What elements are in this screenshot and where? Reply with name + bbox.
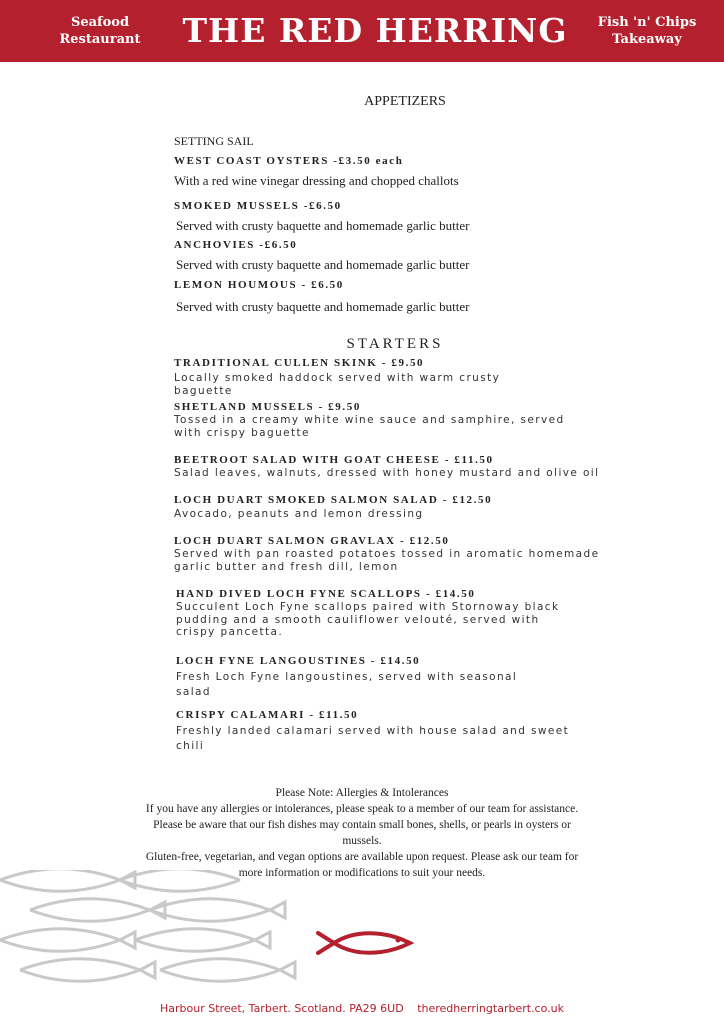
header-right-line2: Takeaway xyxy=(612,32,682,47)
header-left-line2: Restaurant xyxy=(59,32,141,47)
appetizer-name: LEMON HOUMOUS - £6.50 xyxy=(174,279,344,291)
appetizer-desc: Served with crusty baquette and homemade garlic butter xyxy=(176,218,470,233)
starter-name: LOCH FYNE LANGOUSTINES - £14.50 xyxy=(176,655,421,667)
starter-desc: Freshly landed calamari served with house salad and sweet chili xyxy=(176,725,570,752)
starter-desc: Salad leaves, walnuts, dressed with honey mustard and olive oil xyxy=(174,467,600,479)
footer-address: Harbour Street, Tarbert. Scotland. PA29 6UD xyxy=(160,1002,404,1015)
starter-name: HAND DIVED LOCH FYNE SCALLOPS - £14.50 xyxy=(176,588,476,600)
starter-desc: Served with pan roasted potatoes tossed in aromatic homemade garlic butter and fresh dill, lemon xyxy=(174,548,600,573)
starter-name: LOCH DUART SMOKED SALMON SALAD - £12.50 xyxy=(174,494,493,506)
appetizer-desc: With a red wine vinegar dressing and chopped challots xyxy=(174,173,459,188)
starter-name: BEETROOT SALAD WITH GOAT CHEESE - £11.50 xyxy=(174,454,494,466)
starter-desc: Tossed in a creamy white wine sauce and samphire, served with crispy baguette xyxy=(174,414,565,439)
restaurant-title: THE RED HERRING xyxy=(182,11,568,50)
header-left-line1: Seafood xyxy=(70,15,130,30)
starter-name: TRADITIONAL CULLEN SKINK - £9.50 xyxy=(174,357,425,369)
footer-website[interactable]: theredherringtarbert.co.uk xyxy=(417,1002,564,1015)
header-right-tagline xyxy=(582,14,712,48)
appetizer-name: WEST COAST OYSTERS -£3.50 each xyxy=(174,155,404,167)
starter-name: LOCH DUART SALMON GRAVLAX - £12.50 xyxy=(174,535,450,547)
header-right-line1: Fish 'n' Chips xyxy=(597,15,697,30)
allergy-note: Please Note: Allergies & Intolerances If you have any allergies or intolerances, please speak to a member of our team for assistance. Please be aware that our fish dishes may contain small bones, shells, or pearls in oysters or mussels. Gluten-free, vegetarian, and vegan options are available upon request. Please ask our team for more information or modifications to suit your needs. xyxy=(112,785,612,881)
footer xyxy=(0,1002,724,1015)
appetizer-name: ANCHOVIES -£6.50 xyxy=(174,239,298,251)
fish-logo-icon xyxy=(314,928,416,958)
header-banner xyxy=(0,0,724,62)
header-left-tagline xyxy=(45,14,155,48)
appetizer-desc: Served with crusty baquette and homemade garlic butter xyxy=(176,257,470,272)
appetizer-name: SMOKED MUSSELS -£6.50 xyxy=(174,200,342,212)
starter-desc: Succulent Loch Fyne scallops paired with Stornoway black pudding and a smooth cauliflower velouté, served with crispy pancetta. xyxy=(176,601,560,638)
starter-name: CRISPY CALAMARI - £11.50 xyxy=(176,709,359,721)
starters-heading: STARTERS xyxy=(346,336,444,352)
starter-name: SHETLAND MUSSELS - £9.50 xyxy=(174,401,361,413)
starter-desc: Locally smoked haddock served with warm crusty baguette xyxy=(174,372,501,397)
appetizers-subheading: SETTING SAIL xyxy=(174,134,254,148)
starter-desc: Avocado, peanuts and lemon dressing xyxy=(174,508,424,520)
starter-desc: Fresh Loch Fyne langoustines, served with seasonal salad xyxy=(176,671,518,698)
appetizers-heading: APPETIZERS xyxy=(364,94,446,109)
appetizer-desc: Served with crusty baquette and homemade garlic butter xyxy=(176,299,470,314)
allergy-note-title: Please Note: Allergies & Intolerances xyxy=(275,787,449,799)
